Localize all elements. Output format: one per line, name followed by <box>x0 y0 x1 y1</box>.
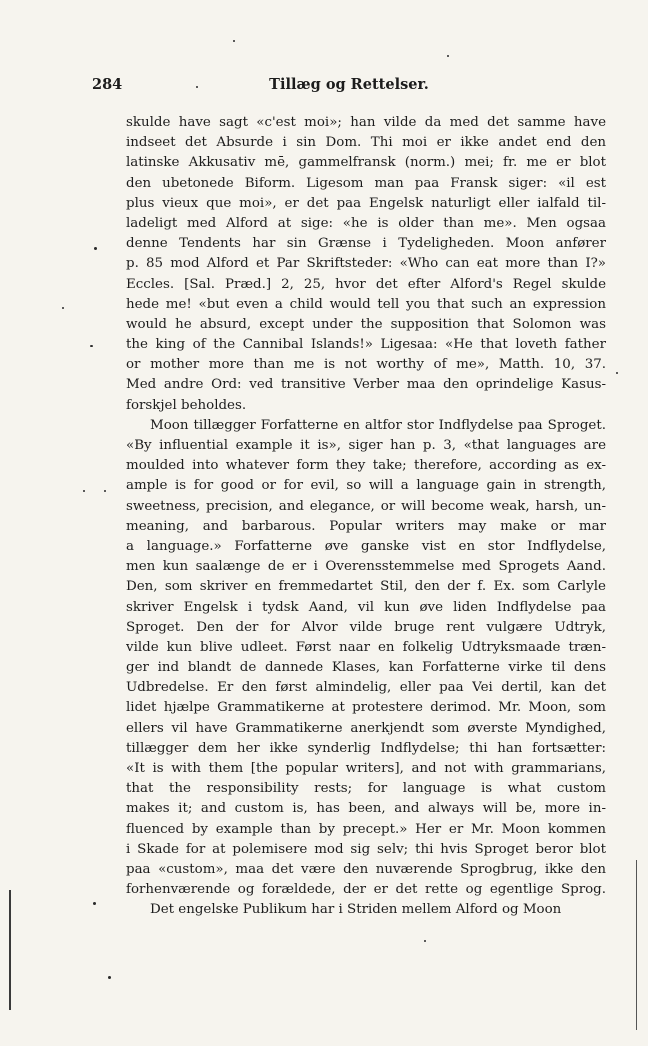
page-header <box>92 76 606 96</box>
scan-edge-line <box>636 860 637 1030</box>
scan-speck <box>424 940 426 942</box>
text-line: lidet hjælpe Grammatikerne at protestere derimod. Mr. Moon, som <box>126 700 606 716</box>
text-line: indseet det Absurde i sin Dom. Thi moi er ikke andet end den <box>126 135 606 151</box>
body-text <box>126 113 606 921</box>
text-line: ger ind blandt de dannede Klases, kan Forfatterne virke til dens <box>126 660 606 676</box>
text-line: the king of the Cannibal Islands!» Ligesaa: «He that loveth father <box>126 337 606 353</box>
scan-speck <box>104 490 106 492</box>
text-line: moulded into whatever form they take; therefore, according as ex- <box>126 458 606 474</box>
text-line: Det engelske Publikum har i Striden mellem Alford og Moon <box>150 902 562 918</box>
scan-speck <box>62 307 64 309</box>
scan-edge-line <box>9 890 11 1010</box>
text-line: that the responsibility rests; for language is what custom <box>126 781 606 797</box>
text-line: Udbredelse. Er den først almindelig, eller paa Vei dertil, kan det <box>126 680 606 696</box>
scan-speck <box>616 372 618 374</box>
text-line: or mother more than me is not worthy of me», Matth. 10, 37. <box>126 357 606 373</box>
text-line: denne Tendents har sin Grænse i Tydeligheden. Moon anfører <box>126 236 606 252</box>
text-line: would he absurd, except under the supposition that Solomon was <box>126 316 606 332</box>
text-line: skriver Engelsk i tydsk Aand, vil kun øve liden Indflydelse paa <box>126 599 606 615</box>
text-line: men kun saalænge de er i Overensstemmelse med Sprogets Aand. <box>126 559 606 575</box>
text-line: p. 85 mod Alford et Par Skriftsteder: «Who can eat more than I?» <box>126 256 606 272</box>
text-line: a language.» Forfatterne øve ganske vist en stor Indflydelse, <box>126 538 606 554</box>
text-line: «By influential example it is», siger han p. 3, «that languages are <box>126 438 606 453</box>
text-line: tillægger dem her ikke synderlig Indflydelse; thi han fortsætter: <box>126 740 606 756</box>
text-line: i Skade for at polemisere mod sig selv; thi hvis Sproget beror blot <box>126 841 606 857</box>
scan-speck <box>196 86 198 88</box>
text-line: plus vieux que moi», er det paa Engelsk naturligt eller ialfald til- <box>126 195 606 211</box>
page-number: 284 <box>92 76 123 93</box>
text-line: Moon tillægger Forfatterne en altfor stor Indflydelse paa Sproget. <box>150 417 606 433</box>
text-line: paa «custom», maa det være den nuværende Sprogbrug, ikke den <box>126 861 606 877</box>
text-line: den ubetonede Biform. Ligesom man paa Fransk siger: «il est <box>126 175 606 191</box>
scan-speck <box>108 976 111 979</box>
text-line: Med andre Ord: ved transitive Verber maa den oprindelige Kasus- <box>126 377 606 393</box>
text-line: makes it; and custom is, has been, and always will be, more in- <box>126 801 606 817</box>
text-line: vilde kun blive udleet. Først naar en folkelig Udtryksmaade træn- <box>126 639 606 655</box>
text-line: sweetness, precision, and elegance, or will become weak, harsh, un- <box>126 498 606 514</box>
text-line: ample is for good or for evil, so will a language gain in strength, <box>126 478 606 494</box>
text-line: hede me! «but even a child would tell you that such an expression <box>126 296 606 312</box>
scan-speck <box>83 490 85 492</box>
text-line: Sproget. Den der for Alvor vilde bruge rent vulgære Udtryk, <box>126 619 606 635</box>
running-title: Tillæg og Rettelser. <box>269 76 429 93</box>
scan-speck <box>94 247 97 250</box>
text-line: ladeligt med Alford at sige: «he is older than me». Men ogsaa <box>126 215 606 231</box>
text-line: forhenværende og forældede, der er det rette og egentlige Sprog. <box>126 882 606 898</box>
text-line: fluenced by example than by precept.» Her er Mr. Moon kommen <box>126 821 606 837</box>
scan-speck <box>93 902 96 905</box>
text-line: forskjel beholdes. <box>126 397 247 413</box>
text-line: Eccles. [Sal. Præd.] 2, 25, hvor det efter Alford's Regel skulde <box>126 276 606 292</box>
text-line: latinske Akkusativ mē, gammelfransk (norm.) mei; fr. me er blot <box>126 155 606 171</box>
text-line: «It is with them [the popular writers], and not with grammarians, <box>126 761 606 776</box>
scan-speck <box>447 55 449 57</box>
scan-speck <box>90 345 93 347</box>
text-line: meaning, and barbarous. Popular writers may make or mar <box>126 518 606 534</box>
text-line: Den, som skriver en fremmedartet Stil, den der f. Ex. som Carlyle <box>126 579 606 595</box>
text-line: skulde have sagt «c'est moi»; han vilde da med det samme have <box>126 115 606 130</box>
scan-speck <box>233 40 235 42</box>
text-line: ellers vil have Grammatikerne anerkjendt som øverste Myndighed, <box>126 720 606 736</box>
